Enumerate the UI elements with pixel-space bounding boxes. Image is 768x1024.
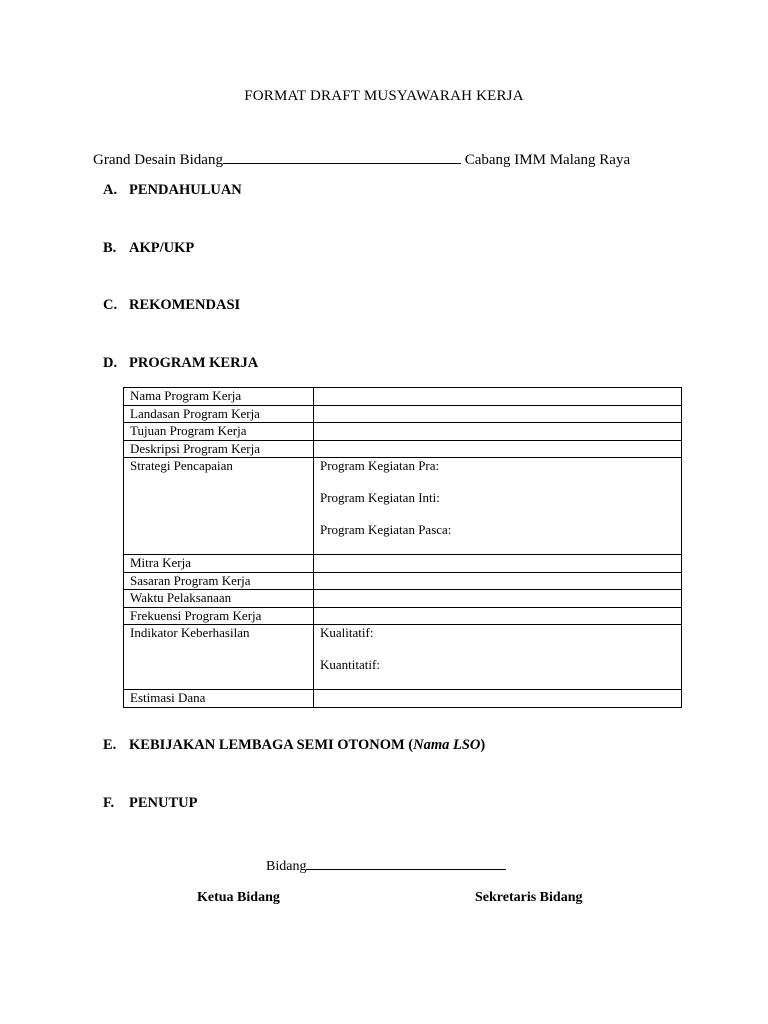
ketua-bidang-label: Ketua Bidang: [197, 890, 280, 905]
document-title: FORMAT DRAFT MUSYAWARAH KERJA: [244, 88, 524, 104]
bidang-label: Bidang: [266, 859, 307, 874]
row-value-spacer: [320, 538, 675, 554]
row-value: [314, 572, 682, 590]
table-row: [124, 405, 682, 423]
table-row: [124, 607, 682, 625]
bidang-blank-line: [223, 151, 461, 164]
row-label: Indikator Keberhasilan: [124, 625, 314, 690]
table-row: [124, 555, 682, 573]
section-c-letter: C.: [103, 297, 118, 313]
row-value-spacer: [320, 641, 675, 657]
section-f-label: PENUTUP: [129, 795, 198, 811]
table-row: [124, 388, 682, 406]
section-d-letter: D.: [103, 355, 118, 371]
row-value-line: Program Kegiatan Pasca:: [320, 522, 452, 537]
section-a-label: PENDAHULUAN: [129, 182, 242, 198]
row-value-line: Kualitatif:: [320, 625, 374, 640]
row-value-spacer: [320, 673, 675, 689]
grand-desain-suffix: Cabang IMM Malang Raya: [464, 152, 631, 168]
row-label: Tujuan Program Kerja: [124, 423, 314, 441]
section-b-label: AKP/UKP: [129, 240, 195, 256]
table-row: [124, 423, 682, 441]
section-f-letter: F.: [103, 795, 115, 811]
row-value: [314, 590, 682, 608]
row-value: [314, 440, 682, 458]
sekretaris-bidang-label: Sekretaris Bidang: [475, 890, 583, 905]
section-b: [103, 240, 194, 257]
table-row: [124, 690, 682, 708]
row-label: Strategi Pencapaian: [124, 458, 314, 555]
section-b-letter: B.: [103, 240, 117, 256]
row-value-spacer: [320, 474, 675, 490]
section-a: [103, 182, 242, 199]
row-value: [314, 555, 682, 573]
section-e-close: ): [480, 737, 486, 753]
row-label: Landasan Program Kerja: [124, 405, 314, 423]
row-label: Waktu Pelaksanaan: [124, 590, 314, 608]
row-value: [314, 458, 682, 555]
table-row: [124, 590, 682, 608]
row-value-line: Program Kegiatan Inti:: [320, 490, 440, 505]
row-label: Sasaran Program Kerja: [124, 572, 314, 590]
section-d-label: PROGRAM KERJA: [129, 355, 259, 371]
section-c-label: REKOMENDASI: [129, 297, 241, 313]
section-e: [103, 737, 485, 754]
row-value-line: Kuantitatif:: [320, 657, 380, 672]
section-a-letter: A.: [103, 182, 118, 198]
bidang-line: [266, 857, 506, 875]
row-value: [314, 405, 682, 423]
table-row: [124, 458, 682, 555]
table-row: [124, 440, 682, 458]
program-kerja-table: [123, 387, 682, 708]
section-f: [103, 795, 197, 812]
section-d: [103, 355, 258, 372]
row-value: [314, 625, 682, 690]
row-value: [314, 690, 682, 708]
row-value: [314, 607, 682, 625]
row-value-spacer: [320, 506, 675, 522]
program-kerja-table-body: [124, 388, 682, 708]
row-label: Mitra Kerja: [124, 555, 314, 573]
table-row: [124, 572, 682, 590]
grand-desain-line: [93, 151, 630, 169]
table-row: [124, 625, 682, 690]
row-value-line: Program Kegiatan Pra:: [320, 458, 440, 473]
row-label: Frekuensi Program Kerja: [124, 607, 314, 625]
row-value: [314, 423, 682, 441]
section-e-italic: Nama LSO: [413, 737, 481, 753]
section-e-label: KEBIJAKAN LEMBAGA SEMI OTONOM (: [129, 737, 414, 753]
row-label: Estimasi Dana: [124, 690, 314, 708]
section-c: [103, 297, 240, 314]
row-value: [314, 388, 682, 406]
grand-desain-prefix: Grand Desain Bidang: [93, 152, 223, 168]
section-e-letter: E.: [103, 737, 117, 753]
bidang-signature-blank: [306, 857, 506, 870]
row-label: Nama Program Kerja: [124, 388, 314, 406]
row-label: Deskripsi Program Kerja: [124, 440, 314, 458]
